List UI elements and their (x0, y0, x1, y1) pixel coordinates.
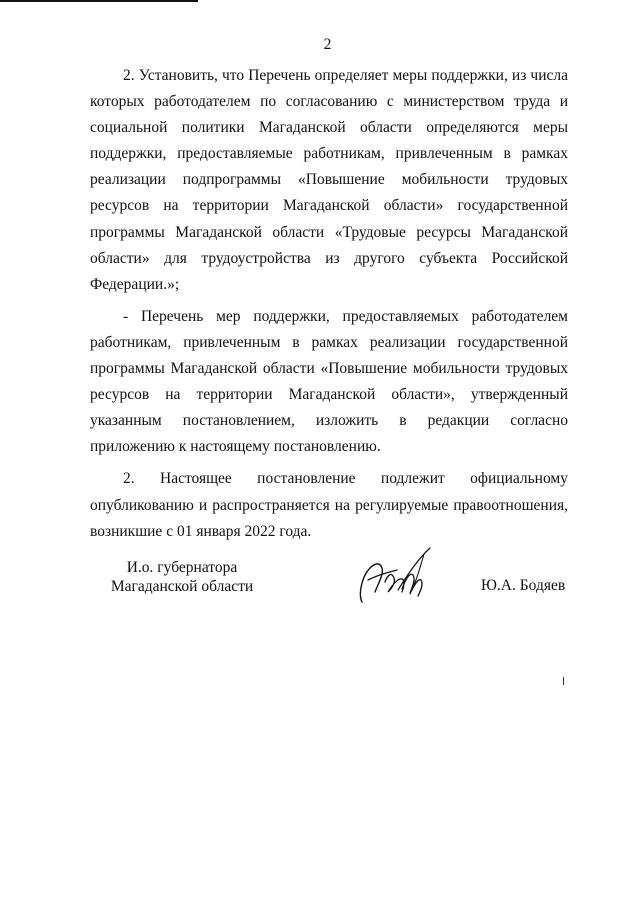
page-number: 2 (323, 36, 332, 53)
signer-name: Ю.А. Бодяев (481, 577, 566, 594)
paragraph-support-measures: 2. Установить, что Перечень определяет меры поддержки, из числа которых работодателем по согласованию с министерством труда и социальной политики Магаданской области определяются меры поддержки, предоставляемые работникам, привлеченным в рамках реализации подпрограммы «Повышение мобильности трудовых ресурсов на территории Магаданской области» государственной программы Магаданской области «Трудовые ресурсы Магаданской области» для трудоустройства из другого субъекта Российской Федерации.»; (90, 67, 568, 293)
margin-mark (563, 677, 564, 685)
signer-title-line-2: Магаданской области (110, 578, 254, 595)
handwritten-signature (350, 544, 440, 614)
signature-block (0, 558, 640, 628)
top-rule (0, 0, 198, 2)
document-body (90, 63, 568, 551)
paragraph-entry-into-force: 2. Настоящее постановление подлежит официальному опубликованию и распространяется на регулируемые правоотношения, возникшие с 01 января 2022 года. (90, 470, 568, 540)
signer-title-line-1: И.о. губернатора (126, 559, 238, 576)
signer-title (92, 558, 272, 596)
paragraph-list-amendment: - Перечень мер поддержки, предоставляемых работодателем работникам, привлеченным в рамках реализации государственной программы Магаданской области «Повышение мобильности трудовых ресурсов на территории Магаданской области», утвержденный указанным постановлением, изложить в редакции согласно приложению к настоящему постановлению. (90, 307, 568, 456)
